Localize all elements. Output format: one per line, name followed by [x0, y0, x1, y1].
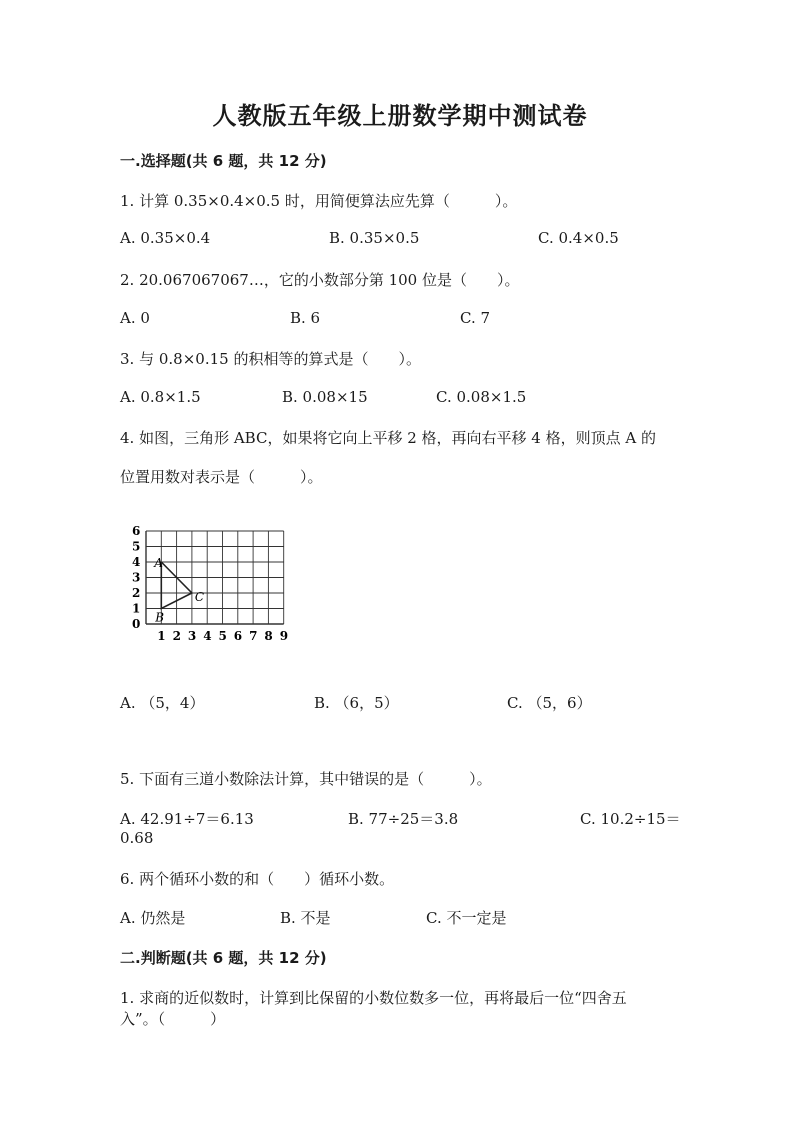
y-tick-label: 1: [132, 601, 141, 616]
question-6-option-c: C. 不一定是: [426, 909, 507, 927]
y-tick-label: 3: [132, 570, 141, 585]
question-1-option-b: B. 0.35×0.5: [329, 229, 420, 247]
coordinate-grid-figure: [128, 520, 308, 645]
question-6: 6. 两个循环小数的和（ ）循环小数。: [120, 870, 395, 888]
question-1: 1. 计算 0.35×0.4×0.5 时，用简便算法应先算（ ）。: [120, 192, 518, 210]
x-tick-label: 7: [249, 629, 258, 643]
question-2-option-b: B. 6: [290, 309, 321, 327]
x-tick-label: 9: [279, 629, 289, 643]
y-tick-label: 0: [132, 617, 141, 631]
question-4-option-a: A. （5，4）: [120, 694, 205, 712]
x-tick-label: 4: [203, 629, 212, 643]
x-tick-label: 2: [172, 629, 181, 643]
question-5-option-c-wrap: 0.68: [120, 829, 154, 847]
question-6-option-a: A. 仍然是: [120, 909, 186, 927]
question-5-option-b: B. 77÷25＝3.8: [348, 810, 459, 828]
question-6-option-b: B. 不是: [280, 909, 331, 927]
page-title: 人教版五年级上册数学期中测试卷: [212, 101, 588, 130]
question-3-option-a: A. 0.8×1.5: [120, 388, 201, 406]
y-axis-labels: [132, 524, 140, 631]
question-5: 5. 下面有三道小数除法计算，其中错误的是（ ）。: [120, 770, 492, 788]
question-4-line-1: 4. 如图，三角形 ABC，如果将它向上平移 2 格，再向右平移 4 格，则顶点 A 的: [120, 429, 656, 447]
question-4-option-b: B. （6，5）: [314, 694, 399, 712]
section-1-heading: 一.选择题(共 6 题，共 12 分): [120, 152, 327, 170]
y-tick-label: 6: [132, 524, 141, 538]
question-2-option-c: C. 7: [460, 309, 491, 327]
question-4-option-c: C. （5，6）: [507, 694, 592, 712]
question-1-option-c: C. 0.4×0.5: [538, 229, 619, 247]
point-label-c: C: [194, 590, 205, 604]
judgement-question-1-line-1: 1. 求商的近似数时，计算到比保留的小数位数多一位，再将最后一位“四舍五: [120, 989, 627, 1007]
question-3-option-b: B. 0.08×15: [282, 388, 368, 406]
grid-lines: [146, 531, 284, 624]
x-tick-label: 3: [187, 629, 197, 643]
y-tick-label: 4: [132, 555, 141, 569]
judgement-question-1-line-2: 入”。（ ）: [120, 1010, 226, 1028]
question-2-option-a: A. 0: [120, 309, 150, 327]
point-label-b: B: [155, 610, 165, 625]
y-tick-label: 5: [132, 539, 141, 554]
question-3: 3. 与 0.8×0.15 的积相等的算式是（ ）。: [120, 350, 421, 368]
section-2-heading: 二.判断题(共 6 题，共 12 分): [120, 949, 327, 967]
question-2: 2. 20.067067067…，它的小数部分第 100 位是（ ）。: [120, 271, 520, 289]
x-tick-label: 6: [233, 629, 243, 643]
point-label-a: A: [154, 556, 163, 570]
question-5-option-c: C. 10.2÷15＝: [580, 810, 681, 828]
question-4-line-2: 位置用数对表示是（ ）。: [120, 468, 323, 486]
question-3-option-c: C. 0.08×1.5: [436, 388, 527, 406]
x-tick-label: 1: [157, 629, 166, 643]
x-tick-label: 5: [218, 629, 227, 643]
y-tick-label: 2: [132, 586, 141, 600]
x-axis-labels: [157, 629, 288, 643]
question-1-option-a: A. 0.35×0.4: [120, 229, 211, 247]
question-5-option-a: A. 42.91÷7＝6.13: [120, 810, 254, 828]
x-tick-label: 8: [264, 629, 273, 643]
